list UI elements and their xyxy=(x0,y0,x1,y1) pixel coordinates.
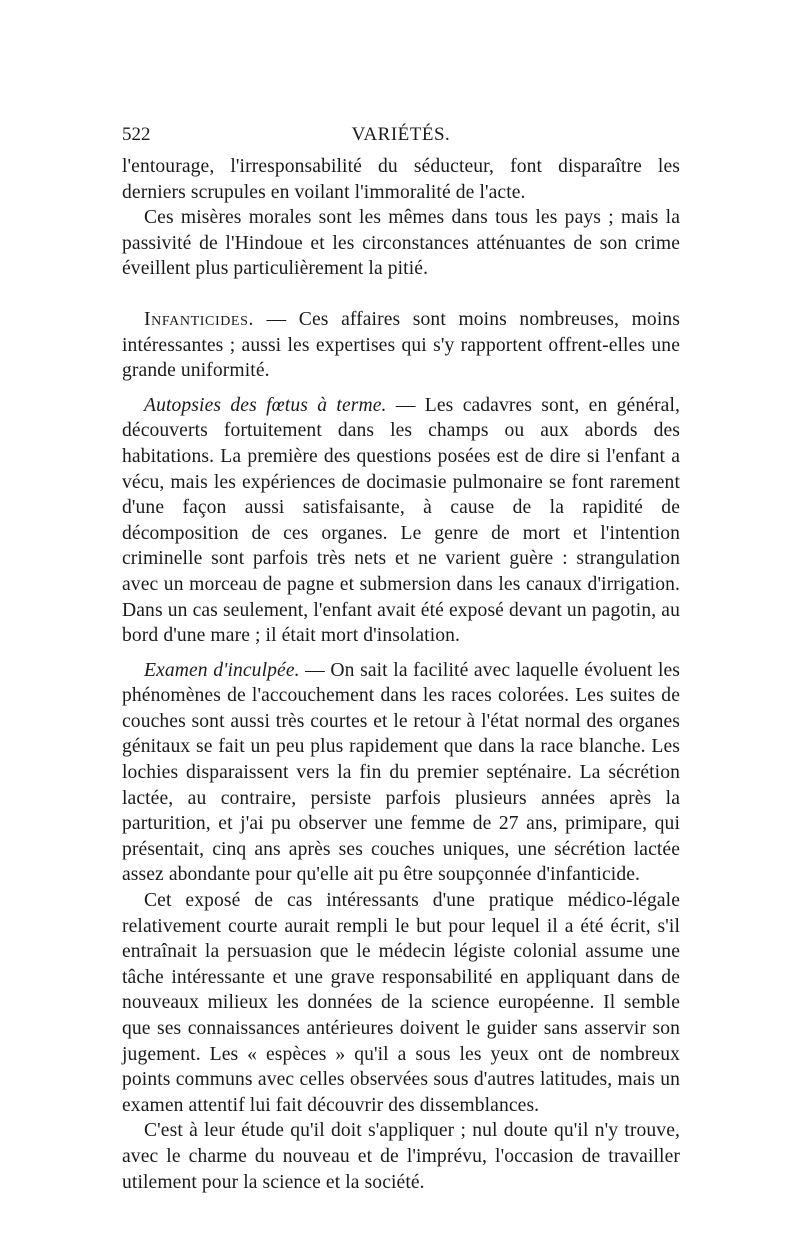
page-number: 522 xyxy=(122,124,151,145)
paragraph-conclusion: Cet exposé de cas intéressants d'une pratique médico-légale relativement courte aurait rempli le but pour lequel il a été écrit, s'il entraînait la persuasion que le médecin légiste colonial assume une tâche intéressante et une grave responsabilité en appliquant dans de nouveaux milieux les données de la science européenne. Il semble que ses connaissances antérieures doivent le guider sans asservir son jugement. Les « espèces » qu'il a sous les yeux ont de nombreux points communs avec celles observées sous d'autres latitudes, mais un examen attentif lui fait découvrir des dissemblances. xyxy=(122,890,680,1116)
paragraph-examen xyxy=(122,658,680,888)
paragraph-continuation: l'entourage, l'irresponsabilité du séducteur, font disparaître les derniers scrupules en voilant l'immoralité de l'acte. xyxy=(122,156,680,203)
paragraph-examen-text: — On sait la facilité avec laquelle évoluent les phénomènes de l'accouchement dans les races colorées. Les suites de couches sont aussi très courtes et le retour à l'état normal des organes génitaux se fait un peu plus rapidement que dans la race blanche. Les lochies disparaissent vers la fin du premier septénaire. La sécrétion lactée, au contraire, persiste parfois plusieurs années après la parturition, et j'ai pu observer une femme de 27 ans, primipare, qui présentait, cinq ans après ses couches uniques, une sécrétion lactée assez abondante pour qu'elle ait pu être soupçonnée d'infanticide. xyxy=(122,659,681,886)
paragraph-moral-miseries: Ces misères morales sont les mêmes dans tous les pays ; mais la passivité de l'Hindoue et les circonstances atténuantes de son crime éveillent plus particulièrement la pitié. xyxy=(122,207,680,280)
section-heading-infanticides: Infanticides. xyxy=(144,308,254,330)
paragraph-autopsies xyxy=(122,393,680,649)
paragraph-autopsies-text: — Les cadavres sont, en général, découverts fortuitement dans les champs ou aux abords des habitations. La première des questions posées est de dire si l'enfant a vécu, mais les expériences de docimasie pulmonaire se font rarement d'une façon aussi satisfaisante, à cause de la rapidité de décomposition de ces organes. Le genre de mort et l'intention criminelle sont parfois très nets et ne varient guère : strangulation avec un morceau de pagne et submersion dans les canaux d'irrigation. Dans un cas seulement, l'enfant avait été exposé devant un pagotin, au bord d'une mare ; il était mort d'insolation. xyxy=(122,394,680,647)
book-page xyxy=(122,124,680,1195)
paragraph-infanticides xyxy=(122,307,680,384)
paragraph-infanticides-text: — Ces affaires sont moins nombreuses, moins intéressantes ; aussi les expertises qui s'y rapportent offrent-elles une grande uniformité. xyxy=(122,308,680,382)
section-heading-autopsies: Autopsies des fœtus à terme. xyxy=(144,394,387,416)
page-header xyxy=(122,124,680,154)
paragraph-final: C'est à leur étude qu'il doit s'appliquer ; nul doute qu'il n'y trouve, avec le charme du nouveau et de l'imprévu, l'occasion de travailler utilement pour la science et la société. xyxy=(122,1120,680,1193)
section-heading-examen: Examen d'inculpée. xyxy=(144,659,300,681)
running-title: VARIÉTÉS. xyxy=(351,124,451,145)
